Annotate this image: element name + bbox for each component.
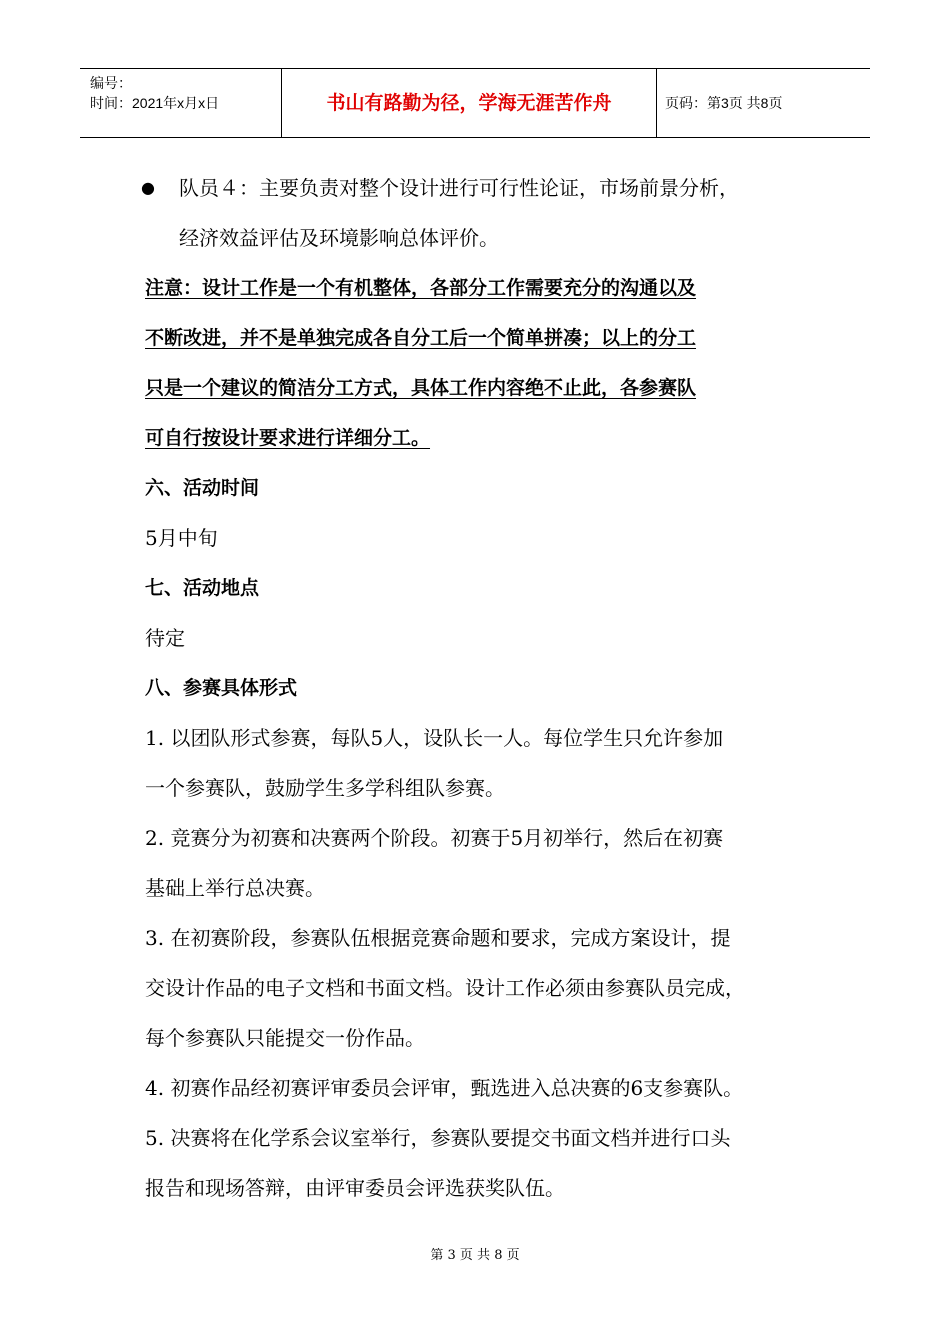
item-line: 2. 竞赛分为初赛和决赛两个阶段。初赛于5月初举行，然后在初赛 xyxy=(145,826,724,850)
section-7-heading: 七、活动地点 xyxy=(145,577,260,599)
note-line-2: 不断改进，并不是单独完成各自分工后一个简单拼凑；以上的分工 xyxy=(145,327,697,349)
header-motto: 书山有路勤为径，学海无涯苦作舟 xyxy=(281,69,657,137)
document-number-label: 编号： xyxy=(90,75,132,91)
item-line: 基础上举行总决赛。 xyxy=(145,876,325,900)
document-body xyxy=(141,163,815,1213)
note-line-3: 只是一个建议的简洁分工方式，具体工作内容绝不止此，各参赛队 xyxy=(145,377,697,399)
page-footer: 第 3 页 共 8 页 xyxy=(430,1248,520,1263)
page-header xyxy=(80,68,870,138)
section-8-heading: 八、参赛具体形式 xyxy=(145,677,298,699)
header-left-cell xyxy=(80,69,281,137)
note-line-4: 可自行按设计要求进行详细分工。 xyxy=(145,427,431,449)
section-7-text: 待定 xyxy=(145,626,185,650)
item-line: 每个参赛队只能提交一份作品。 xyxy=(145,1026,425,1050)
bullet-icon: ● xyxy=(141,178,155,197)
section-6-heading: 六、活动时间 xyxy=(145,477,260,499)
item-line: 1. 以团队形式参赛，每队5人，设队长一人。每位学生只允许参加 xyxy=(145,726,724,750)
item-line: 报告和现场答辩，由评审委员会评选获奖队伍。 xyxy=(145,1176,565,1200)
header-page-label: 页码：第3页 共8页 xyxy=(665,95,783,111)
document-time-label: 时间：2021年x月x日 xyxy=(90,95,220,111)
section-6-text: 5月中旬 xyxy=(145,526,218,550)
item-line: 一个参赛队，鼓励学生多学科组队参赛。 xyxy=(145,776,505,800)
item-line: 交设计作品的电子文档和书面文档。设计工作必须由参赛队员完成， xyxy=(145,976,745,1000)
member4-paragraph xyxy=(141,163,815,213)
item-line: 4. 初赛作品经初赛评审委员会评审，甄选进入总决赛的6支参赛队。 xyxy=(145,1076,744,1100)
item-line: 3. 在初赛阶段，参赛队伍根据竞赛命题和要求，完成方案设计，提 xyxy=(145,926,731,950)
member4-line-2: 经济效益评估及环境影响总体评价。 xyxy=(179,226,499,250)
member4-line-1: 队员４：主要负责对整个设计进行可行性论证，市场前景分析， xyxy=(179,176,739,200)
item-line: 5. 决赛将在化学系会议室举行，参赛队要提交书面文档并进行口头 xyxy=(145,1126,731,1150)
note-line-1: 注意：设计工作是一个有机整体，各部分工作需要充分的沟通以及 xyxy=(145,277,697,299)
